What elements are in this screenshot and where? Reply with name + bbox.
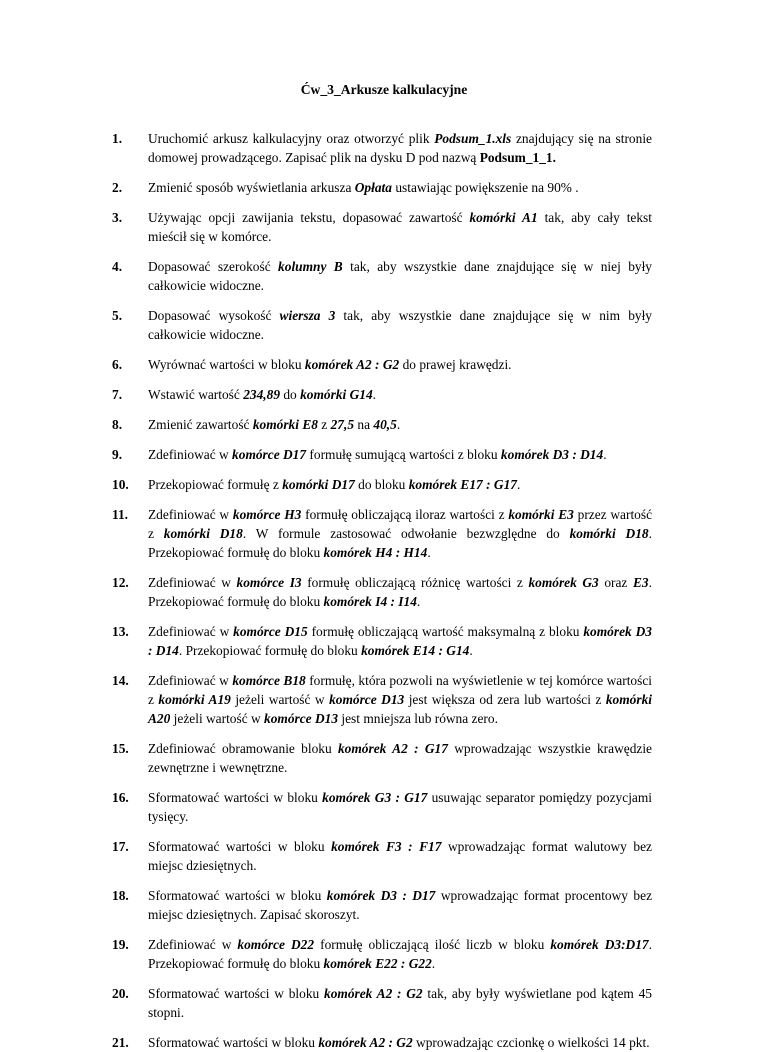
task-number: 19. — [112, 937, 129, 952]
task-text-segment: . — [431, 956, 436, 971]
task-text — [148, 415, 652, 434]
task-text-segment: Zdefiniować w — [148, 673, 233, 688]
task-text-emphasis: komórce H3 — [232, 507, 302, 522]
task-text-segment: formułę obliczającą różnicę wartości z — [301, 575, 529, 590]
task-text-emphasis: 234,89 — [243, 387, 281, 402]
task-text — [148, 622, 652, 660]
task-number: 14. — [112, 673, 129, 688]
task-number: 4. — [112, 259, 123, 274]
task-text — [148, 573, 652, 611]
task-text-emphasis: Podsum_1.xls — [434, 131, 512, 146]
task-item — [112, 257, 652, 295]
task-text-emphasis: komórek F3 : F17 — [331, 839, 442, 854]
task-text-segment: . Przekopiować formułę do bloku — [148, 575, 652, 609]
task-text-segment: Przekopiować formułę z — [148, 477, 283, 492]
task-text — [148, 445, 652, 464]
task-text-emphasis: komórek D3:D17 — [550, 937, 649, 952]
task-text-emphasis: komórek G3 : G17 — [322, 790, 428, 805]
task-item — [112, 355, 652, 374]
task-text-emphasis: komórek D3 : D14 — [500, 447, 604, 462]
task-item — [112, 306, 652, 344]
task-item — [112, 788, 652, 826]
task-item — [112, 208, 652, 246]
task-text — [148, 178, 652, 197]
task-text-segment: oraz — [598, 575, 633, 590]
task-text-segment: . — [469, 643, 473, 658]
task-text-emphasis: komórek E14 : G14 — [361, 643, 470, 658]
task-number: 12. — [112, 575, 129, 590]
task-text-segment: Sformatować wartości w bloku — [148, 839, 332, 854]
task-text-segment: . Przekopiować formułę do bloku — [148, 526, 652, 560]
task-text-emphasis: komórki G14 — [300, 387, 373, 402]
task-text-emphasis: komórek D3 : D17 — [326, 888, 436, 903]
task-text-segment: jeżeli wartość w — [230, 692, 330, 707]
task-item — [112, 1033, 652, 1052]
task-text-segment: Zdefiniować w — [148, 447, 233, 462]
task-text — [148, 257, 652, 295]
page-title: Ćw_3_Arkusze kalkulacyjne — [300, 82, 468, 97]
task-number: 2. — [112, 180, 123, 195]
task-number: 6. — [112, 357, 123, 372]
task-text-segment: ustawiając powiększenie na 90% . — [391, 180, 579, 195]
task-text — [148, 475, 652, 494]
task-text-emphasis: komórek E17 : G17 — [408, 477, 517, 492]
task-number: 7. — [112, 387, 123, 402]
task-text-emphasis: komórce D13 — [329, 692, 405, 707]
task-text-emphasis: komórki D18 — [163, 526, 243, 541]
task-text-segment: . — [603, 447, 607, 462]
task-text-segment: do prawej krawędzi. — [399, 357, 512, 372]
task-text — [148, 129, 652, 167]
task-text-segment: Zdefiniować w — [148, 937, 238, 952]
task-item — [112, 178, 652, 197]
task-text — [148, 306, 652, 344]
task-text-emphasis: komórki A1 — [469, 210, 538, 225]
task-text-emphasis: komórki E8 — [252, 417, 318, 432]
task-text-segment: jest większa od zera lub wartości z — [404, 692, 606, 707]
task-list — [112, 129, 652, 1052]
task-item — [112, 671, 652, 728]
task-text-segment: wprowadzając format walutowy bez miejsc dziesiętnych. — [148, 839, 652, 873]
task-text-segment: tak, aby były wyświetlane pod kątem 45 stopni. — [148, 986, 652, 1020]
task-item — [112, 935, 652, 973]
task-text-segment: do bloku — [354, 477, 409, 492]
task-item — [112, 445, 652, 464]
task-text-segment: jest mniejsza lub równa zero. — [338, 711, 498, 726]
task-text-emphasis: komórek A2 : G2 — [324, 986, 423, 1001]
task-text-segment: . Przekopiować formułę do bloku — [148, 937, 652, 971]
task-text-segment: Zmienić sposób wyświetlania arkusza — [148, 180, 355, 195]
task-text-emphasis: wiersza 3 — [279, 308, 336, 323]
task-number: 8. — [112, 417, 123, 432]
task-text-emphasis: komórek A2 : G2 — [304, 357, 400, 372]
task-text-segment: Używając opcji zawijania tekstu, dopasować zawartość — [148, 210, 470, 225]
task-number: 15. — [112, 741, 129, 756]
task-item — [112, 886, 652, 924]
task-text-emphasis: komórce D22 — [237, 937, 315, 952]
task-text-segment: formułę sumującą wartości z bloku — [306, 447, 501, 462]
task-text-segment: Zdefiniować w — [148, 624, 234, 639]
task-text-segment: Zdefiniować obramowanie bloku — [148, 741, 338, 756]
task-text-segment: . Przekopiować formułę do bloku — [178, 643, 362, 658]
task-number: 13. — [112, 624, 129, 639]
task-text-segment: wprowadzając format procentowy bez miejsc dziesiętnych. Zapisać skoroszyt. — [148, 888, 653, 922]
task-text-segment: wprowadzając czcionkę o wielkości 14 pkt. — [412, 1035, 650, 1050]
task-text — [148, 385, 652, 404]
task-text-segment: formułę obliczającą wartość maksymalną z bloku — [307, 624, 584, 639]
task-text-emphasis: komórek G3 — [528, 575, 599, 590]
task-number: 21. — [112, 1035, 129, 1050]
task-text-emphasis: komórek I4 : I14 — [323, 594, 417, 609]
task-text-emphasis: komórek E22 : G22 — [323, 956, 432, 971]
task-text — [148, 837, 652, 875]
task-number: 5. — [112, 308, 123, 323]
task-text-emphasis: komórki E3 — [508, 507, 574, 522]
task-text-emphasis: komórki A20 — [148, 692, 652, 726]
task-number: 10. — [112, 477, 129, 492]
task-item — [112, 622, 652, 660]
task-text-segment: Zdefiniować w — [148, 575, 237, 590]
task-text-segment: tak, aby wszystkie dane znajdujące się w nim były całkowicie widoczne. — [148, 308, 653, 342]
task-item — [112, 837, 652, 875]
task-text-segment: formułę obliczającą ilość liczb w bloku — [314, 937, 551, 952]
task-number: 3. — [112, 210, 123, 225]
task-text-emphasis: komórce B18 — [232, 673, 306, 688]
task-text-segment: do — [280, 387, 301, 402]
task-text-segment: . — [396, 417, 401, 432]
task-text-segment: usuwając separator pomiędzy pozycjami tysięcy. — [148, 790, 652, 824]
task-text-segment: formułę obliczającą iloraz wartości z — [301, 507, 509, 522]
task-text — [148, 208, 652, 246]
task-text-segment: tak, aby wszystkie dane znajdujące się w niej były całkowicie widoczne. — [148, 259, 652, 293]
task-text-segment: Sformatować wartości w bloku — [148, 986, 325, 1001]
task-text-segment: . — [372, 387, 377, 402]
task-text-segment: . W formule zastosować odwołanie bezwzględne do — [242, 526, 570, 541]
task-text-emphasis: E3 — [632, 575, 649, 590]
task-text-segment: formułę, która pozwoli na wyświetlenie w tej komórce wartości z — [148, 673, 652, 707]
task-item — [112, 573, 652, 611]
task-text-emphasis: komórek D3 : D14 — [148, 624, 652, 658]
task-item — [112, 505, 652, 562]
task-text — [148, 984, 652, 1022]
task-text-segment: Wyrównać wartości w bloku — [148, 357, 305, 372]
task-text — [148, 505, 652, 562]
task-number: 18. — [112, 888, 129, 903]
task-text-emphasis: komórki D17 — [282, 477, 355, 492]
task-text-emphasis: komórek A2 : G17 — [337, 741, 448, 756]
task-text-segment: z — [317, 417, 331, 432]
task-text-segment: tak, aby cały tekst mieścił się w komórce. — [148, 210, 652, 244]
task-text — [148, 671, 652, 728]
task-text-segment: Dopasować szerokość — [148, 259, 279, 274]
task-text-emphasis: 40,5 — [373, 417, 397, 432]
task-text-segment: . — [516, 477, 521, 492]
task-item — [112, 385, 652, 404]
task-text-emphasis: komórce D17 — [232, 447, 307, 462]
task-text-segment: wprowadzając wszystkie krawędzie zewnętrzne i wewnętrzne. — [148, 741, 652, 775]
task-text — [148, 1033, 652, 1052]
task-text — [148, 355, 652, 374]
task-text-segment: Wstawić wartość — [148, 387, 244, 402]
task-text-emphasis: Opłata — [354, 180, 392, 195]
task-item — [112, 475, 652, 494]
task-text-emphasis: komórek H4 : H14 — [323, 545, 428, 560]
task-text-segment: Sformatować wartości w bloku — [148, 790, 323, 805]
task-text — [148, 935, 652, 973]
task-text — [148, 788, 652, 826]
task-text-emphasis: Podsum_1_1. — [479, 150, 556, 165]
task-number: 9. — [112, 447, 123, 462]
task-text-emphasis: komórce D15 — [233, 624, 308, 639]
task-text-segment: na — [354, 417, 374, 432]
task-item — [112, 739, 652, 777]
task-text — [148, 739, 652, 777]
task-text — [148, 886, 652, 924]
task-item — [112, 415, 652, 434]
task-text-segment: Zmienić zawartość — [148, 417, 253, 432]
task-text-segment: Uruchomić arkusz kalkulacyjny oraz otworzyć plik — [148, 131, 435, 146]
task-number: 17. — [112, 839, 129, 854]
task-text-segment: jeżeli wartość w — [170, 711, 265, 726]
task-text-segment: Zdefiniować w — [148, 507, 233, 522]
task-text-segment: . — [416, 594, 421, 609]
task-text-emphasis: kolumny B — [278, 259, 343, 274]
task-text-emphasis: komórek A2 : G2 — [318, 1035, 413, 1050]
task-text-emphasis: 27,5 — [330, 417, 355, 432]
task-text-emphasis: komórce D13 — [264, 711, 339, 726]
task-text-emphasis: komórce I3 — [236, 575, 302, 590]
task-number: 20. — [112, 986, 129, 1001]
task-text-segment: . — [427, 545, 431, 560]
task-number: 16. — [112, 790, 129, 805]
task-item — [112, 129, 652, 167]
task-item — [112, 984, 652, 1022]
task-text-segment: Sformatować wartości w bloku — [148, 888, 327, 903]
task-number: 11. — [112, 507, 128, 522]
task-text-segment: przez wartość z — [148, 507, 653, 541]
task-text-segment: Dopasować wysokość — [148, 308, 280, 323]
task-text-segment: Sformatować wartości w bloku — [148, 1035, 319, 1050]
task-text-segment: znajdujący się na stronie domowej prowadzącego. Zapisać plik na dysku D pod nazwą — [148, 131, 652, 165]
task-text-emphasis: komórki A19 — [158, 692, 231, 707]
task-number: 1. — [112, 131, 123, 146]
task-text-emphasis: komórki D18 — [569, 526, 649, 541]
